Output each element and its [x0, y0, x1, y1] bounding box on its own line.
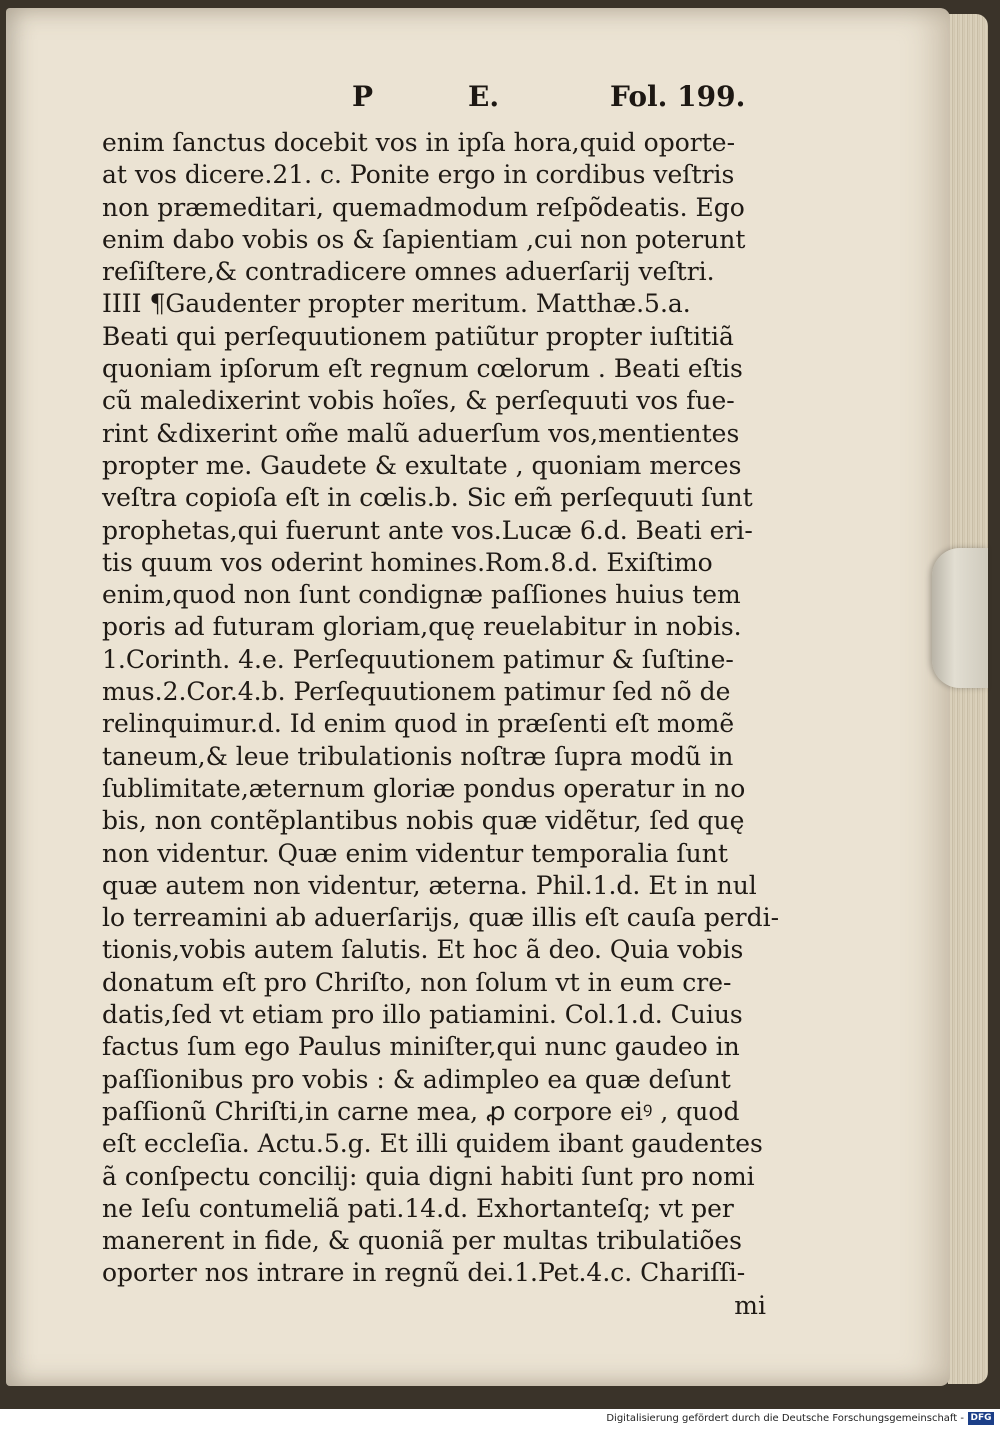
- folio-number: Fol. 199.: [610, 80, 746, 113]
- text-line: ſublimitate,æternum gloriæ pondus operatur in no: [102, 773, 746, 803]
- text-line: taneum,& leue tribulationis noſtræ ſupra modũ in: [102, 741, 734, 771]
- catchword: mi: [734, 1290, 766, 1320]
- digitization-footer: [0, 1409, 1000, 1429]
- text-line: ã conſpectu concilij: quia digni habiti ſunt pro nomi: [102, 1161, 755, 1191]
- text-line: enim ſanctus docebit vos in ipſa hora,quid oporte-: [102, 128, 736, 157]
- text-line: non videntur. Quæ enim videntur temporalia ſunt: [102, 838, 728, 868]
- text-line: enim,quod non ſunt condignæ paſſiones huius tem: [102, 580, 741, 610]
- text-line: lo terreamini ab aduerſarijs, quæ illis eſt cauſa perdi-: [102, 903, 780, 933]
- header-left: P: [352, 80, 374, 113]
- text-line: cũ maledixerint vobis hoĩes, & perſequuti vos fue-: [102, 386, 735, 416]
- text-line: datis,ſed vt etiam pro illo patiamini. Col.1.d. Cuius: [102, 1000, 743, 1030]
- text-line: IIII ¶Gaudenter propter meritum. Matthæ.5.a.: [102, 289, 691, 319]
- text-line: reſiſtere,& contradicere omnes aduerſarij veſtri.: [102, 257, 715, 287]
- page-edges: [948, 14, 988, 1384]
- text-line: factus ſum ego Paulus miniſter,qui nunc gaudeo in: [102, 1032, 740, 1062]
- text-line: at vos dicere.21. c. Ponite ergo in cordibus veſtris: [102, 160, 735, 190]
- text-line: ne Ieſu contumeliã pati.14.d. Exhortanteſq; vt per: [102, 1193, 734, 1223]
- text-line: oporter nos intrare in regnũ dei.1.Pet.4.c. Chariſſi-: [102, 1258, 746, 1288]
- text-line: 1.Corinth. 4.e. Perſequutionem patimur & ſuſtine-: [102, 644, 734, 674]
- text-line: non præmeditari, quemadmodum reſpõdeatis. Ego: [102, 192, 745, 222]
- clip-tab: [932, 548, 988, 688]
- text-line: tis quum vos oderint homines.Rom.8.d. Exiſtimo: [102, 547, 713, 577]
- text-line: paſſionũ Chriſti,in carne mea, ꝓ corpore eiꝰ , quod: [102, 1096, 740, 1126]
- text-line: paſſionibus pro vobis : & adimpleo ea quæ deſunt: [102, 1064, 731, 1094]
- text-line: quoniam ipſorum eſt regnum cœlorum . Beati eſtis: [102, 354, 743, 384]
- text-line: Beati qui perſequutionem patiũtur propter iuſtitiã: [102, 321, 734, 351]
- dfg-logo: DFG: [968, 1412, 994, 1425]
- text-line: quæ autem non videntur, æterna. Phil.1.d. Et in nul: [102, 870, 757, 900]
- header-center: E.: [468, 80, 500, 113]
- text-line: eſt eccleſia. Actu.5.g. Et illi quidem ibant gaudentes: [102, 1129, 763, 1159]
- text-line: prophetas,qui fuerunt ante vos.Lucæ 6.d. Beati eri-: [102, 515, 753, 545]
- text-line: donatum eſt pro Chriſto, non ſolum vt in eum cre-: [102, 967, 732, 997]
- text-line: rint &dixerint om̃e malũ aduerſum vos,mentientes: [102, 418, 740, 448]
- text-line: relinquimur.d. Id enim quod in præſenti eſt momẽ: [102, 709, 735, 739]
- body-text: [102, 127, 782, 1322]
- footer-credit: Digitalisierung gefördert durch die Deutsche Forschungsgemeinschaft -: [606, 1413, 964, 1424]
- text-line: tionis,vobis autem ſalutis. Et hoc ã deo. Quia vobis: [102, 935, 744, 965]
- text-line: poris ad futuram gloriam,quę reuelabitur in nobis.: [102, 612, 742, 642]
- running-header: [100, 80, 760, 120]
- text-line: mus.2.Cor.4.b. Perſequutionem patimur ſed nõ de: [102, 677, 731, 707]
- text-line: bis, non contẽplantibus nobis quæ vidẽtur, ſed quę: [102, 806, 745, 836]
- text-line: enim dabo vobis os & ſapientiam ,cui non poterunt: [102, 224, 746, 254]
- text-line: manerent in fide, & quoniã per multas tribulatiões: [102, 1226, 743, 1256]
- text-line: propter me. Gaudete & exultate , quoniam merces: [102, 450, 742, 480]
- text-line: veſtra copioſa eſt in cœlis.b. Sic em̃ perſequuti ſunt: [102, 483, 753, 513]
